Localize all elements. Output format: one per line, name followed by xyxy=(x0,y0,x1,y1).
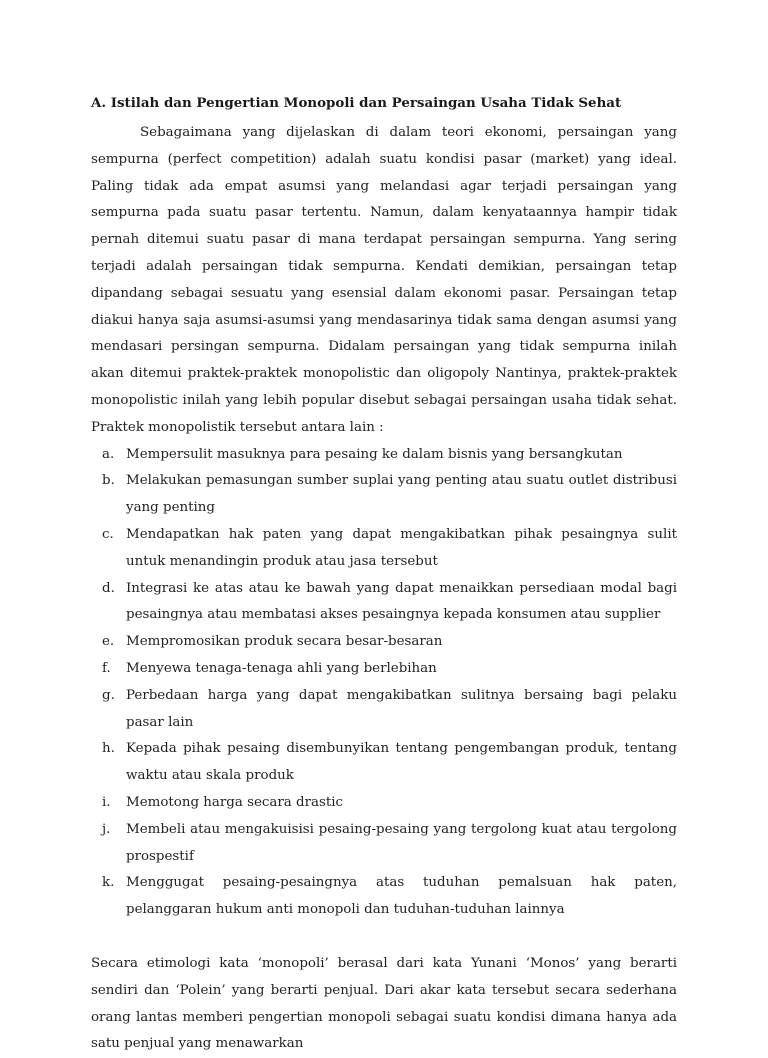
list-item-text: Menyewa tenaga-tenaga ahli yang berlebihan xyxy=(126,660,437,676)
intro-paragraph: Sebagaimana yang dijelaskan di dalam teori ekonomi, persaingan yang sempurna (perfect competition) adalah suatu kondisi pasar (market) yang ideal. Paling tidak ada empat asumsi yang melandasi agar terjadi persaingan yang sempurna pada suatu pasar tertentu. Namun, dalam kenyataannya hampir tidak pernah ditemui suatu pasar di mana terdapat persaingan sempurna. Yang sering terjadi adalah persaingan tidak sempurna. Kendati demikian, persaingan tetap dipandang sebagai sesuatu yang esensial dalam ekonomi pasar. Persaingan tetap diakui hanya saja asumsi-asumsi yang mendasarinya tidak sama dengan asumsi yang mendasari persingan sempurna. Didalam persaingan yang tidak sempurna inilah akan ditemui praktek-praktek monopolistic dan oligopoly Nantinya, praktek-praktek monopolistic inilah yang lebih popular disebut sebagai persaingan usaha tidak sehat. Praktek monopolistik tersebut antara lain : xyxy=(91,125,677,435)
list-item xyxy=(91,790,677,817)
list-item-text: Kepada pihak pesaing disembunyikan tentang pengembangan produk, tentang waktu atau skala produk xyxy=(126,741,677,784)
list-item-text: Mempersulit masuknya para pesaing ke dalam bisnis yang bersangkutan xyxy=(126,446,623,462)
section-heading: A. Istilah dan Pengertian Monopoli dan Persaingan Usaha Tidak Sehat xyxy=(91,95,622,111)
list-marker: h. xyxy=(102,741,115,757)
list-item xyxy=(91,576,677,630)
list-item-text: Integrasi ke atas atau ke bawah yang dapat menaikkan persediaan modal bagi pesaingnya atau membatasi akses pesaingnya kepada konsumen atau supplier xyxy=(126,580,677,623)
list-marker: a. xyxy=(102,446,115,462)
list-item-text: Membeli atau mengakuisisi pesaing-pesaing yang tergolong kuat atau tergolong prospestif xyxy=(126,821,677,864)
list-item xyxy=(91,442,677,469)
list-item-text: Menggugat pesaing-pesaingnya atas tuduhan pemalsuan hak paten, pelanggaran hukum anti monopoli dan tuduhan-tuduhan lainnya xyxy=(126,875,677,918)
list-item xyxy=(91,736,677,790)
list-marker: d. xyxy=(102,580,115,596)
list-marker: i. xyxy=(102,794,111,810)
list-item-text: Perbedaan harga yang dapat mengakibatkan sulitnya bersaing bagi pelaku pasar lain xyxy=(126,687,677,730)
list-item xyxy=(91,817,677,871)
list-marker: f. xyxy=(102,660,111,676)
list-item xyxy=(91,870,677,924)
list-item xyxy=(91,629,677,656)
list-item-text: Mendapatkan hak paten yang dapat mengakibatkan pihak pesaingnya sulit untuk menandingin produk atau jasa tersebut xyxy=(126,526,677,569)
list-item xyxy=(91,468,677,522)
list-item xyxy=(91,683,677,737)
list-item-text: Memotong harga secara drastic xyxy=(126,794,344,810)
list-marker: g. xyxy=(102,687,115,703)
list-item xyxy=(91,522,677,576)
list-marker: e. xyxy=(102,634,115,650)
paragraph-spacer xyxy=(91,924,677,951)
list-item xyxy=(91,656,677,683)
list-marker: c. xyxy=(102,526,114,542)
list-marker: b. xyxy=(102,473,115,489)
etymology-paragraph: Secara etimologi kata ‘monopoli’ berasal dari kata Yunani ‘Monos’ yang berarti sendiri dan ‘Polein’ yang berarti penjual. Dari akar kata tersebut secara sederhana orang lantas memberi pengertian monopoli sebagai suatu kondisi dimana hanya ada satu penjual yang menawarkan xyxy=(91,955,677,1052)
list-item-text: Melakukan pemasungan sumber suplai yang penting atau suatu outlet distribusi yang penting xyxy=(126,473,677,516)
monopolistic-practices-list xyxy=(91,442,677,924)
list-item-text: Mempromosikan produk secara besar-besaran xyxy=(126,634,443,650)
list-marker: j. xyxy=(102,821,111,837)
list-marker: k. xyxy=(102,875,115,891)
document-body xyxy=(91,90,677,1058)
